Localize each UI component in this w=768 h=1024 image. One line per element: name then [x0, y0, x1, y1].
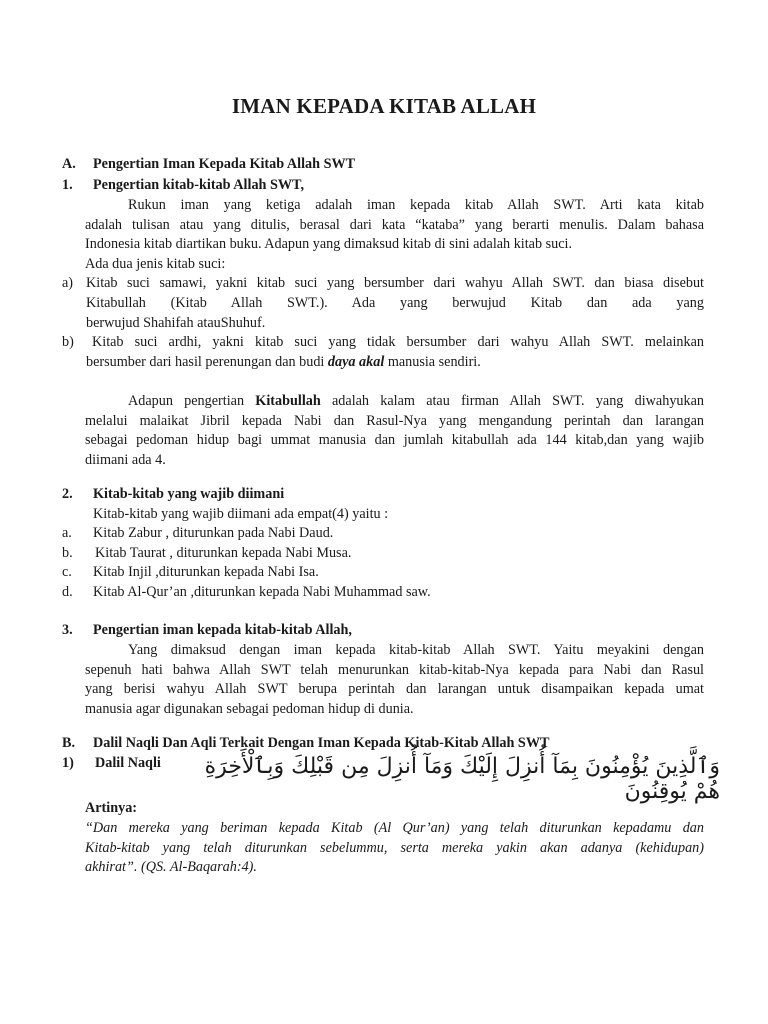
translation-line: “Dan mereka yang beriman kepada Kitab (Al Qur’an) yang telah diturunkan kepadamu dan: [85, 820, 704, 836]
translation-line: akhirat”. (QS. Al-Baqarah:4).: [85, 859, 257, 875]
dalil-naqli-marker: 1): [62, 755, 74, 771]
section-a-heading: Pengertian Iman Kepada Kitab Allah SWT: [93, 156, 356, 172]
intro-text: Ada dua jenis kitab suci:: [85, 256, 226, 272]
intro-text: Kitab-kitab yang wajib diimani ada empat(4) yaitu :: [93, 506, 389, 522]
section-b-marker: B.: [62, 735, 76, 751]
paragraph-line: adalah tulisan atau yang ditulis, berasal dari kata “kataba” yang berarti menulis. Dalam bahasa: [85, 217, 704, 233]
document-title: IMAN KEPADA KITAB ALLAH: [231, 94, 537, 118]
paragraph-line: melalui malaikat Jibril kepada Nabi dan Rasul-Nya yang mengandung perintah dan larangan: [85, 413, 704, 429]
sub3-heading: Pengertian iman kepada kitab-kitab Allah,: [93, 622, 352, 638]
dalil-naqli-heading: Dalil Naqli: [95, 755, 161, 771]
arabic-verse: وَٱلَّذِينَ يُؤْمِنُونَ بِمَآ أُنزِلَ إِلَيْكَ وَمَآ أُنزِلَ مِن قَبْلِكَ وَبِٱلْأَخِرَةِ هُمْ يُوقِنُونَ: [204, 754, 720, 804]
paragraph-line: yang berisi wahyu Allah SWT berupa perintah dan larangan untuk disampaikan kepada umat: [85, 681, 704, 697]
sub1-marker: 1.: [62, 177, 73, 193]
emphasis-text: daya akal: [327, 354, 385, 370]
section-a-marker: A.: [62, 156, 76, 172]
artinya-label: Artinya:: [85, 800, 138, 816]
text: adalah kalam atau firman Allah SWT. yang diwahyukan: [320, 393, 704, 409]
sub2-heading: Kitab-kitab yang wajib diimani: [93, 486, 285, 502]
text: bersumber dari hasil perenungan dan budi: [86, 354, 328, 370]
list-marker: c.: [62, 564, 72, 580]
paragraph-line: Rukun iman yang ketiga adalah iman kepada kitab Allah SWT. Arti kata kitab: [128, 197, 704, 213]
text: Adapun pengertian: [128, 393, 256, 409]
list-item-line: Kitabullah (Kitab Allah SWT.). Ada yang berwujud Kitab dan ada yang: [86, 295, 704, 311]
paragraph-line: Indonesia kitab diartikan buku. Adapun yang dimaksud kitab di sini adalah kitab suci.: [85, 236, 573, 252]
sub3-marker: 3.: [62, 622, 73, 638]
paragraph-line: [128, 393, 704, 410]
sub1-heading: Pengertian kitab-kitab Allah SWT,: [93, 177, 305, 193]
list-item-line: Kitab suci samawi, yakni kitab suci yang bersumber dari wahyu Allah SWT. dan biasa disebut: [86, 275, 704, 291]
paragraph-line: sepenuh hati bahwa Allah SWT telah menurunkan kitab-kitab-Nya kepada para Nabi dan Rasul: [85, 662, 704, 678]
list-item: Kitab Al-Qur’an ,diturunkan kepada Nabi Muhammad saw.: [93, 584, 431, 600]
section-b-heading: Dalil Naqli Dan Aqli Terkait Dengan Iman Kepada Kitab-Kitab Allah SWT: [93, 735, 550, 751]
paragraph-line: Yang dimaksud dengan iman kepada kitab-kitab Allah SWT. Yaitu meyakini dengan: [128, 642, 704, 658]
bold-term: Kitabullah: [255, 393, 321, 409]
list-item: Kitab Taurat , diturunkan kepada Nabi Musa.: [95, 545, 352, 561]
list-item: Kitab Zabur , diturunkan pada Nabi Daud.: [93, 525, 334, 541]
list-item: Kitab Injil ,diturunkan kepada Nabi Isa.: [93, 564, 319, 580]
paragraph-line: manusia agar digunakan sebagai pedoman hidup di dunia.: [85, 701, 414, 717]
sub2-marker: 2.: [62, 486, 73, 502]
list-marker: b): [62, 334, 74, 350]
translation-line: Kitab-kitab yang telah diturunkan sebelummu, serta mereka yakin akan adanya (kehidupan): [85, 840, 704, 856]
list-item-line: [86, 354, 481, 371]
list-marker: b.: [62, 545, 73, 561]
list-marker: a): [62, 275, 74, 291]
list-marker: d.: [62, 584, 73, 600]
paragraph-line: diimani ada 4.: [85, 452, 166, 468]
paragraph-line: sebagai pedoman hidup bagi ummat manusia dan jumlah kitabullah ada 144 kitab,dan yang wajib: [85, 432, 704, 448]
list-marker: a.: [62, 525, 72, 541]
list-item-line: Kitab suci ardhi, yakni kitab suci yang tidak bersumber dari wahyu Allah SWT. melainkan: [92, 334, 704, 350]
list-item-line: berwujud Shahifah atauShuhuf.: [86, 315, 266, 331]
text: manusia sendiri.: [384, 354, 481, 370]
